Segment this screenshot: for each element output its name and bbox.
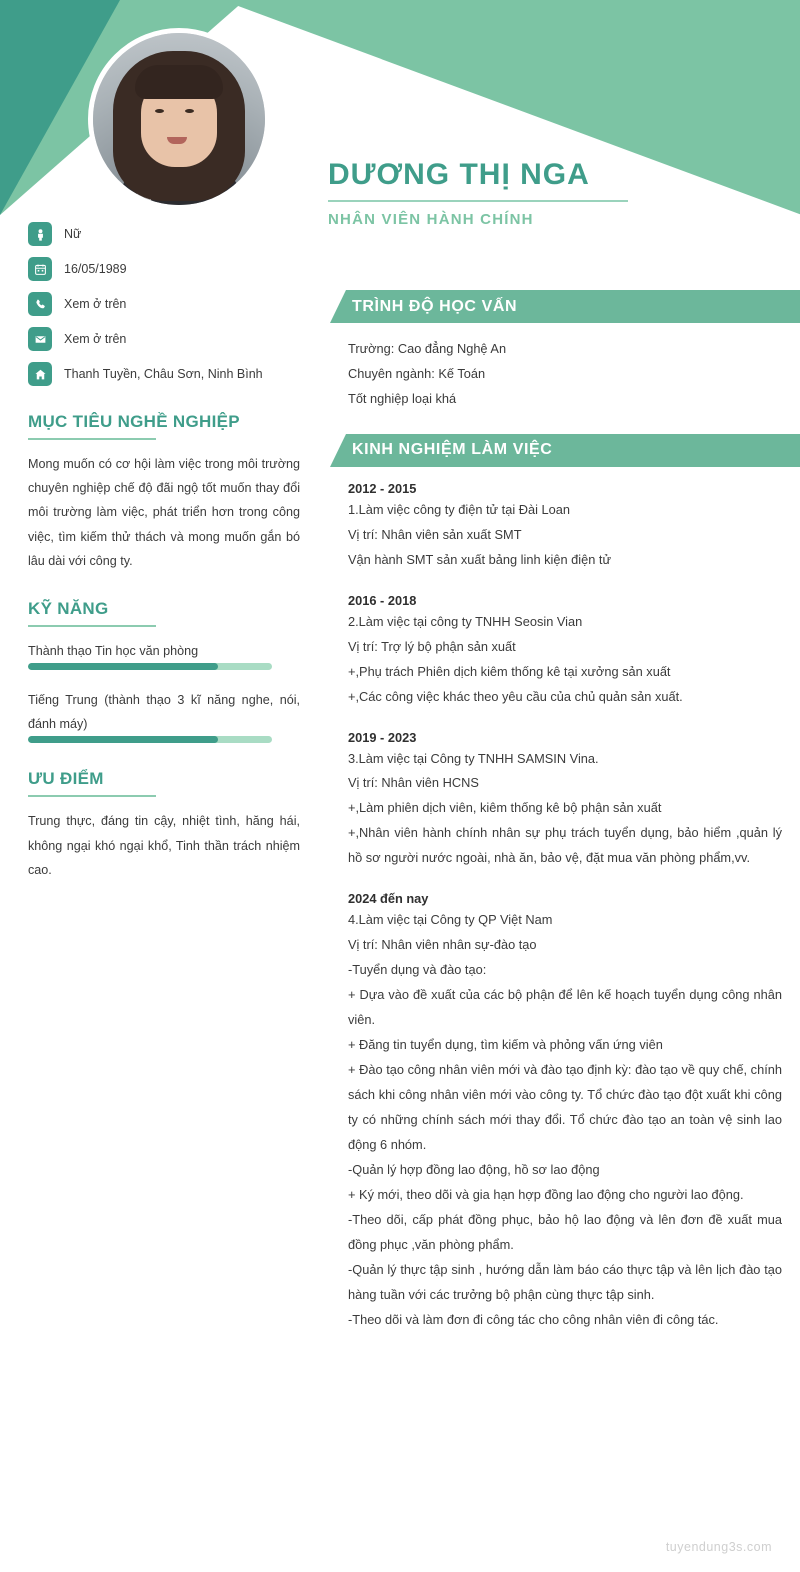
experience-period: 2019 - 2023 — [348, 729, 417, 745]
objective-text: Mong muốn có cơ hội làm việc trong môi trường chuyên nghiệp chế độ đãi ngộ tốt muốn thay đổi môi trường làm việc, phát triển hơn trong công việc, tìm kiếm thử thách và mong muốn gắn bó lâu dài với công ty. — [28, 457, 300, 568]
education-line: Tốt nghiệp loại khá — [348, 390, 457, 406]
home-icon — [28, 362, 52, 386]
name-block — [328, 158, 778, 228]
experience-period: 2024 đến nay — [348, 891, 429, 907]
section-title: KINH NGHIỆM LÀM VIỆC — [352, 441, 553, 459]
skill-bar — [28, 663, 272, 670]
experience-body — [330, 481, 800, 1333]
experience-line: -Theo dõi và làm đơn đi công tác cho công nhân viên đi công tác. — [348, 1311, 719, 1327]
calendar-icon — [28, 257, 52, 281]
contact-item-address — [28, 362, 300, 386]
experience-line: Vị trí: Trợ lý bộ phận sản xuất — [348, 638, 516, 654]
email-icon — [28, 327, 52, 351]
experience-line: +,Các công việc khác theo yêu cầu của chủ quản sản xuất. — [348, 688, 683, 704]
avatar — [88, 28, 270, 210]
experience-entry — [348, 593, 782, 710]
section-title: MỤC TIÊU NGHỀ NGHIỆP — [28, 412, 240, 431]
contact-value: 16/05/1989 — [64, 262, 127, 276]
contact-item-birthday — [28, 257, 300, 281]
contact-list — [28, 222, 300, 386]
section-divider — [28, 438, 156, 440]
experience-line: -Quản lý hợp đồng lao động, hồ sơ lao động — [348, 1161, 600, 1177]
experience-line: Vị trí: Nhân viên nhân sự-đào tạo — [348, 937, 537, 953]
experience-line: + Đào tạo công nhân viên mới và đào tạo định kỳ: đào tạo về quy chế, chính sách khi công nhân viên mới vào công ty. Tổ chức đào tạo đột xuất khi công ty có những chính sách mới thay đổi. Tổ chức đào tạo an toàn vệ sinh lao động 6 nhóm. — [348, 1062, 782, 1152]
contact-value: Xem ở trên — [64, 332, 127, 346]
contact-item-phone — [28, 292, 300, 316]
strengths-text: Trung thực, đáng tin cậy, nhiệt tình, hăng hái, không ngại khó ngại khổ, Tinh thần trách nhiệm cao. — [28, 814, 300, 877]
contact-value: Nữ — [64, 227, 82, 241]
experience-line: 4.Làm việc tại Công ty QP Việt Nam — [348, 912, 553, 928]
section-strengths — [28, 769, 300, 882]
gender-icon — [28, 222, 52, 246]
left-column — [28, 222, 300, 908]
education-line: Trường: Cao đẳng Nghệ An — [348, 341, 507, 356]
contact-item-gender — [28, 222, 300, 246]
name-divider — [328, 200, 628, 202]
candidate-job-title: NHÂN VIÊN HÀNH CHÍNH — [328, 211, 534, 228]
experience-entry — [348, 481, 782, 573]
avatar-eye-left — [155, 109, 164, 113]
experience-line: +,Làm phiên dịch viên, kiêm thống kê bộ phận sản xuất — [348, 800, 662, 816]
section-title: TRÌNH ĐỘ HỌC VẤN — [352, 297, 518, 315]
section-skills — [28, 599, 300, 744]
experience-line: Vị trí: Nhân viên HCNS — [348, 775, 479, 791]
education-body — [330, 337, 800, 412]
skill-bar — [28, 736, 272, 743]
avatar-eye-right — [185, 109, 194, 113]
phone-icon — [28, 292, 52, 316]
contact-value: Thanh Tuyền, Châu Sơn, Ninh Bình — [64, 367, 263, 381]
experience-line: + Ký mới, theo dõi và gia hạn hợp đồng lao động cho người lao động. — [348, 1186, 744, 1202]
experience-entry — [348, 891, 782, 1332]
experience-line: 2.Làm việc tại công ty TNHH Seosin Vian — [348, 613, 583, 629]
experience-line: -Tuyển dụng và đào tạo: — [348, 962, 487, 978]
experience-line: 3.Làm việc tại Công ty TNHH SAMSIN Vina. — [348, 750, 599, 766]
experience-line: -Theo dõi, cấp phát đồng phục, bảo hộ lao động và lên đơn đề xuất mua đồng phục ,văn phòng phẩm. — [348, 1211, 782, 1252]
contact-item-email — [28, 327, 300, 351]
experience-line: Vị trí: Nhân viên sản xuất SMT — [348, 526, 522, 542]
education-header-bar — [330, 290, 800, 323]
skill-label: Thành thạo Tin học văn phòng — [28, 643, 199, 658]
contact-value: Xem ở trên — [64, 297, 127, 311]
section-divider — [28, 625, 156, 627]
experience-line: -Quản lý thực tập sinh , hướng dẫn làm báo cáo thực tập và lên lịch đào tạo hàng tuần với các trưởng bộ phận cùng thực tập sinh. — [348, 1261, 782, 1302]
experience-period: 2016 - 2018 — [348, 592, 417, 608]
experience-line: +,Nhân viên hành chính nhân sự phụ trách tuyển dụng, bảo hiểm ,quản lý hồ sơ người nước ngoài, nhà ăn, bảo vệ, đặt mua văn phòng phẩm,vv. — [348, 825, 782, 866]
experience-line: +,Phụ trách Phiên dịch kiêm thống kê tại xưởng sản xuất — [348, 663, 671, 679]
experience-period: 2012 - 2015 — [348, 480, 417, 496]
section-title: ƯU ĐIỂM — [28, 769, 104, 789]
skill-label: Tiếng Trung (thành thạo 3 kĩ năng nghe, nói, đánh máy) — [28, 693, 300, 732]
section-education — [330, 290, 800, 412]
candidate-name: DƯƠNG THỊ NGA — [328, 158, 590, 191]
section-title: KỸ NĂNG — [28, 598, 109, 618]
experience-line: 1.Làm việc công ty điện tử tại Đài Loan — [348, 501, 570, 517]
section-experience — [330, 434, 800, 1333]
experience-entry — [348, 730, 782, 872]
experience-line: + Dựa vào đề xuất của các bộ phận để lên kế hoạch tuyển dụng công nhân viên. — [348, 987, 782, 1028]
education-line: Chuyên ngành: Kế Toán — [348, 365, 486, 381]
experience-line: + Đăng tin tuyển dụng, tìm kiếm và phỏng vấn ứng viên — [348, 1037, 663, 1053]
section-divider — [28, 795, 156, 797]
watermark: tuyendung3s.com — [665, 1540, 772, 1554]
experience-header-bar — [330, 434, 800, 467]
right-column — [330, 290, 800, 1355]
section-objective — [28, 412, 300, 573]
avatar-fringe — [135, 65, 223, 99]
experience-line: Vận hành SMT sản xuất bảng linh kiện điện tử — [348, 551, 612, 567]
